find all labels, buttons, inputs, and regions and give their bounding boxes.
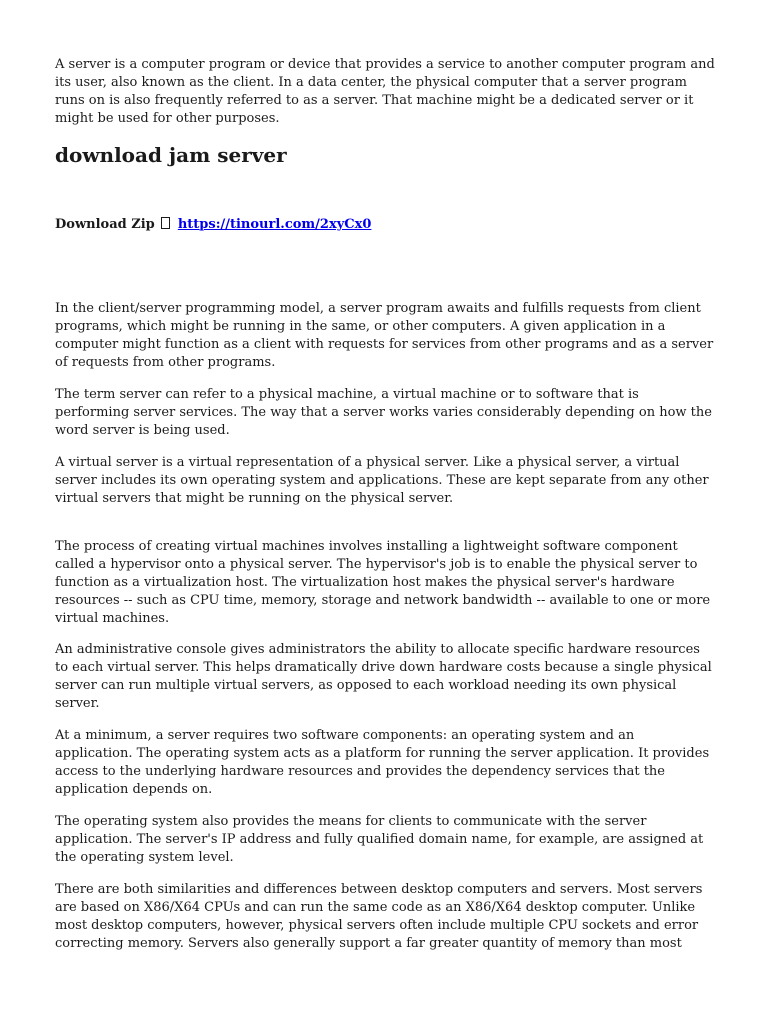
missing-glyph-icon: [161, 217, 170, 229]
paragraph-admin-console: An administrative console gives administrators the ability to allocate specific hardware resources to each virtual server. This helps dramatically drive down hardware costs because a single physical server can run multiple virtual servers, as opposed to each workload needing its own physical server.: [55, 642, 712, 711]
download-label: Download Zip: [55, 217, 155, 232]
paragraph-software-components: At a minimum, a server requires two software components: an operating system and an application. The operating system acts as a platform for running the server application. It provides access to the underlying hardware resources and provides the dependency services that the application depends on.: [55, 728, 710, 797]
paragraph-virtual-server: A virtual server is a virtual representation of a physical server. Like a physical server, a virtual server includes its own operating system and applications. These are kept separate from any other virtual servers that might be running on the physical server.: [55, 455, 709, 506]
download-line: [55, 216, 371, 234]
paragraph-operating-system: The operating system also provides the means for clients to communicate with the server application. The server's IP address and fully qualified domain name, for example, are assigned at the operating system level.: [55, 814, 704, 865]
download-link[interactable]: https://tinourl.com/2xyCx0: [177, 217, 372, 232]
paragraph-desktop-vs-server: There are both similarities and differences between desktop computers and servers. Most servers are based on X86/X64 CPUs and can run the same code as an X86/X64 desktop computer. Unlike most desktop computers, however, physical servers often include multiple CPU sockets and error correcting memory. Servers also generally support a far greater quantity of memory than most: [55, 882, 703, 951]
paragraph-client-server: In the client/server programming model, a server program awaits and fulfills requests from client programs, which might be running in the same, or other computers. A given application in a computer might function as a client with requests for services from other programs and as a server of requests from other programs.: [55, 301, 714, 370]
paragraph-term-server: The term server can refer to a physical machine, a virtual machine or to software that is performing server services. The way that a server works varies considerably depending on how the word server is being used.: [55, 387, 712, 438]
paragraph-hypervisor: The process of creating virtual machines involves installing a lightweight software component called a hypervisor onto a physical server. The hypervisor's job is to enable the physical server to function as a virtualization host. The virtualization host makes the physical server's hardware resources -- such as CPU time, memory, storage and network bandwidth -- available to one or more virtual machines.: [55, 539, 711, 626]
intro-paragraph: A server is a computer program or device that provides a service to another computer program and its user, also known as the client. In a data center, the physical computer that a server program runs on is also frequently referred to as a server. That machine might be a dedicated server or it might be used for other purposes.: [55, 57, 715, 126]
page-title: download jam server: [55, 143, 287, 167]
